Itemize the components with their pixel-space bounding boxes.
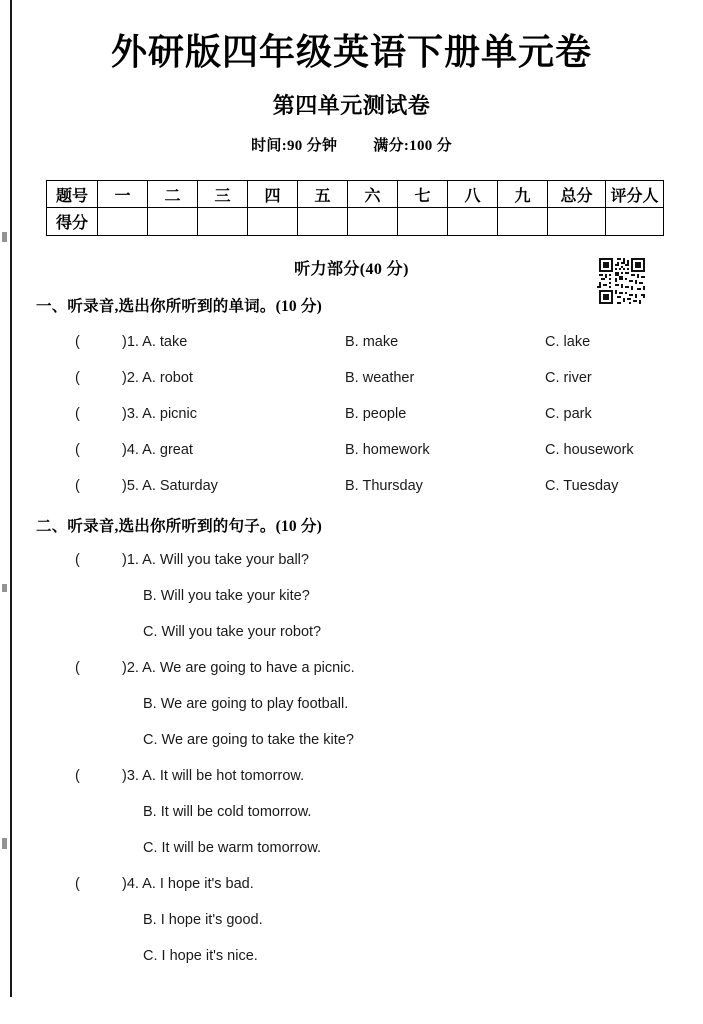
option-b[interactable]: B. make: [345, 334, 399, 350]
exam-sheet: [0, 0, 703, 155]
score-cell-3[interactable]: [198, 208, 248, 236]
question-line: [0, 696, 703, 732]
table-row: [47, 208, 664, 236]
listening-part-banner: 听力部分(40 分): [294, 261, 409, 278]
option-a[interactable]: )1. A. Will you take your ball?: [122, 552, 309, 568]
score-cell-6[interactable]: [348, 208, 398, 236]
option-a[interactable]: )2. A. We are going to have a picnic.: [122, 660, 355, 676]
page-subtitle: 第四单元测试卷: [272, 93, 431, 118]
question-line: [0, 948, 703, 984]
option-c[interactable]: C. housework: [545, 442, 634, 458]
score-cell-9[interactable]: [498, 208, 548, 236]
question-line: [0, 804, 703, 840]
score-cell-1[interactable]: [98, 208, 148, 236]
answer-bracket[interactable]: (: [75, 334, 80, 350]
option-a[interactable]: )1. A. take: [122, 334, 188, 350]
option-c[interactable]: C. We are going to take the kite?: [143, 732, 354, 748]
table-row: [47, 181, 664, 208]
option-c[interactable]: C. Will you take your robot?: [143, 624, 322, 640]
section-heading-two: 二、听录音,选出你所听到的句子。(10 分): [36, 518, 322, 535]
option-b[interactable]: B. people: [345, 406, 407, 422]
question-row: [0, 442, 703, 464]
page-title: 外研版四年级英语下册单元卷: [110, 32, 592, 72]
col-header-5: 五: [298, 181, 348, 208]
score-cell-2[interactable]: [148, 208, 198, 236]
col-header-2: 二: [148, 181, 198, 208]
audio-qr-code-icon[interactable]: [597, 256, 647, 306]
section-heading-one: 一、听录音,选出你所听到的单词。(10 分): [36, 298, 322, 315]
question-row: [0, 370, 703, 392]
question-line: [0, 732, 703, 768]
col-header-8: 八: [448, 181, 498, 208]
option-b[interactable]: B. Thursday: [345, 478, 423, 494]
option-c[interactable]: C. I hope it's nice.: [143, 948, 258, 964]
answer-bracket[interactable]: (: [75, 406, 80, 422]
option-c[interactable]: C. Tuesday: [545, 478, 619, 494]
option-c[interactable]: C. park: [545, 406, 592, 422]
total-score-label: 满分:100 分: [373, 138, 452, 154]
question-block: [0, 660, 703, 768]
col-header-grader: 评分人: [606, 181, 664, 208]
answer-bracket[interactable]: (: [75, 876, 80, 892]
score-table: [46, 180, 660, 236]
scan-artifact-mark: [2, 232, 7, 242]
question-block: [0, 876, 703, 984]
answer-bracket[interactable]: (: [75, 442, 80, 458]
score-cell-4[interactable]: [248, 208, 298, 236]
option-c[interactable]: C. river: [545, 370, 592, 386]
col-header-9: 九: [498, 181, 548, 208]
question-block: [0, 552, 703, 660]
option-c[interactable]: C. lake: [545, 334, 591, 350]
answer-bracket[interactable]: (: [75, 478, 80, 494]
question-row: [0, 334, 703, 356]
answer-bracket[interactable]: (: [75, 660, 80, 676]
exam-meta: [0, 134, 703, 155]
question-row: [0, 406, 703, 428]
score-cell-grader[interactable]: [606, 208, 664, 236]
col-header-1: 一: [98, 181, 148, 208]
option-b[interactable]: B. It will be cold tomorrow.: [143, 804, 312, 820]
col-header-4: 四: [248, 181, 298, 208]
col-header-total: 总分: [548, 181, 606, 208]
answer-bracket[interactable]: (: [75, 552, 80, 568]
time-limit-label: 时间:90 分钟: [251, 138, 338, 154]
option-a[interactable]: )3. A. It will be hot tomorrow.: [122, 768, 305, 784]
option-a[interactable]: )3. A. picnic: [122, 406, 197, 422]
option-b[interactable]: B. Will you take your kite?: [143, 588, 310, 604]
question-line: [0, 876, 703, 912]
option-b[interactable]: B. I hope it's good.: [143, 912, 263, 928]
option-c[interactable]: C. It will be warm tomorrow.: [143, 840, 322, 856]
question-line: [0, 588, 703, 624]
option-b[interactable]: B. weather: [345, 370, 415, 386]
option-a[interactable]: )4. A. I hope it's bad.: [122, 876, 254, 892]
col-header-6: 六: [348, 181, 398, 208]
option-b[interactable]: B. We are going to play football.: [143, 696, 349, 712]
option-a[interactable]: )2. A. robot: [122, 370, 193, 386]
question-block: [0, 768, 703, 876]
row-label-score: 得分: [47, 208, 98, 236]
question-line: [0, 840, 703, 876]
option-b[interactable]: B. homework: [345, 442, 430, 458]
score-cell-8[interactable]: [448, 208, 498, 236]
question-line: [0, 912, 703, 948]
question-line: [0, 660, 703, 696]
score-cell-7[interactable]: [398, 208, 448, 236]
question-row: [0, 478, 703, 500]
option-a[interactable]: )4. A. great: [122, 442, 193, 458]
question-line: [0, 552, 703, 588]
option-a[interactable]: )5. A. Saturday: [122, 478, 218, 494]
answer-bracket[interactable]: (: [75, 370, 80, 386]
row-label-question-no: 题号: [47, 181, 98, 208]
question-line: [0, 768, 703, 804]
question-line: [0, 624, 703, 660]
score-cell-total[interactable]: [548, 208, 606, 236]
answer-bracket[interactable]: (: [75, 768, 80, 784]
col-header-3: 三: [198, 181, 248, 208]
score-cell-5[interactable]: [298, 208, 348, 236]
col-header-7: 七: [398, 181, 448, 208]
